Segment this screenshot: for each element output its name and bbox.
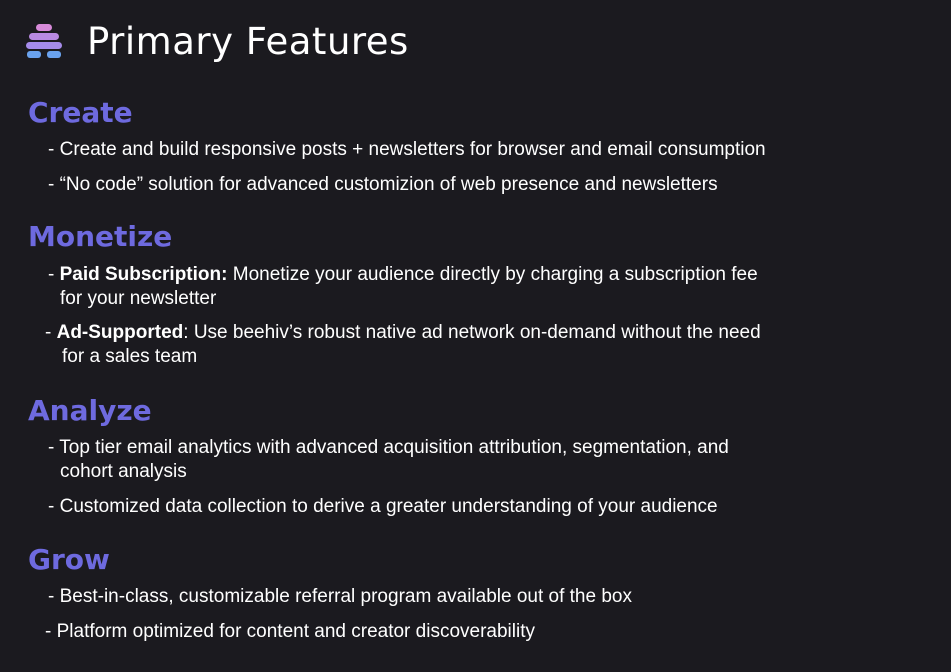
section-grow [28, 543, 110, 577]
bullet-prefix: - [45, 322, 57, 343]
grow-bullet-2: - Platform optimized for content and creator discoverability [45, 621, 535, 642]
analyze-bullet-1: - Top tier email analytics with advanced acquisition attribution, segmentation, and [48, 437, 729, 458]
analyze-bullet-1-cont: cohort analysis [60, 461, 187, 482]
section-heading-monetize: Monetize [28, 220, 173, 253]
paid-subscription-label: Paid Subscription: [59, 264, 228, 285]
section-create [28, 96, 133, 130]
bullet-text: : Use beehiv’s robust native ad network on-demand without the need [183, 322, 761, 343]
section-monetize [28, 220, 172, 254]
header [23, 14, 409, 68]
grow-bullet-1: - Best-in-class, customizable referral program available out of the box [48, 586, 632, 607]
beehiiv-logo-icon [23, 20, 65, 62]
section-heading-analyze: Analyze [28, 394, 152, 427]
monetize-bullet-2-cont: for a sales team [62, 346, 198, 367]
create-bullet-2: - “No code” solution for advanced customizion of web presence and newsletters [48, 174, 718, 195]
ad-supported-label: Ad-Supported [56, 322, 184, 343]
analyze-bullet-2: - Customized data collection to derive a greater understanding of your audience [48, 496, 718, 517]
create-bullet-1: - Create and build responsive posts + newsletters for browser and email consumption [48, 139, 766, 160]
bullet-prefix: - [48, 264, 60, 285]
page-title: Primary Features [87, 19, 409, 63]
section-heading-create: Create [28, 96, 133, 129]
monetize-bullet-1-cont: for your newsletter [60, 288, 217, 309]
section-heading-grow: Grow [28, 543, 110, 576]
monetize-bullet-1 [48, 263, 758, 287]
monetize-bullet-2 [45, 321, 761, 345]
bullet-text: Monetize your audience directly by charging a subscription fee [227, 264, 758, 285]
section-analyze [28, 394, 152, 428]
